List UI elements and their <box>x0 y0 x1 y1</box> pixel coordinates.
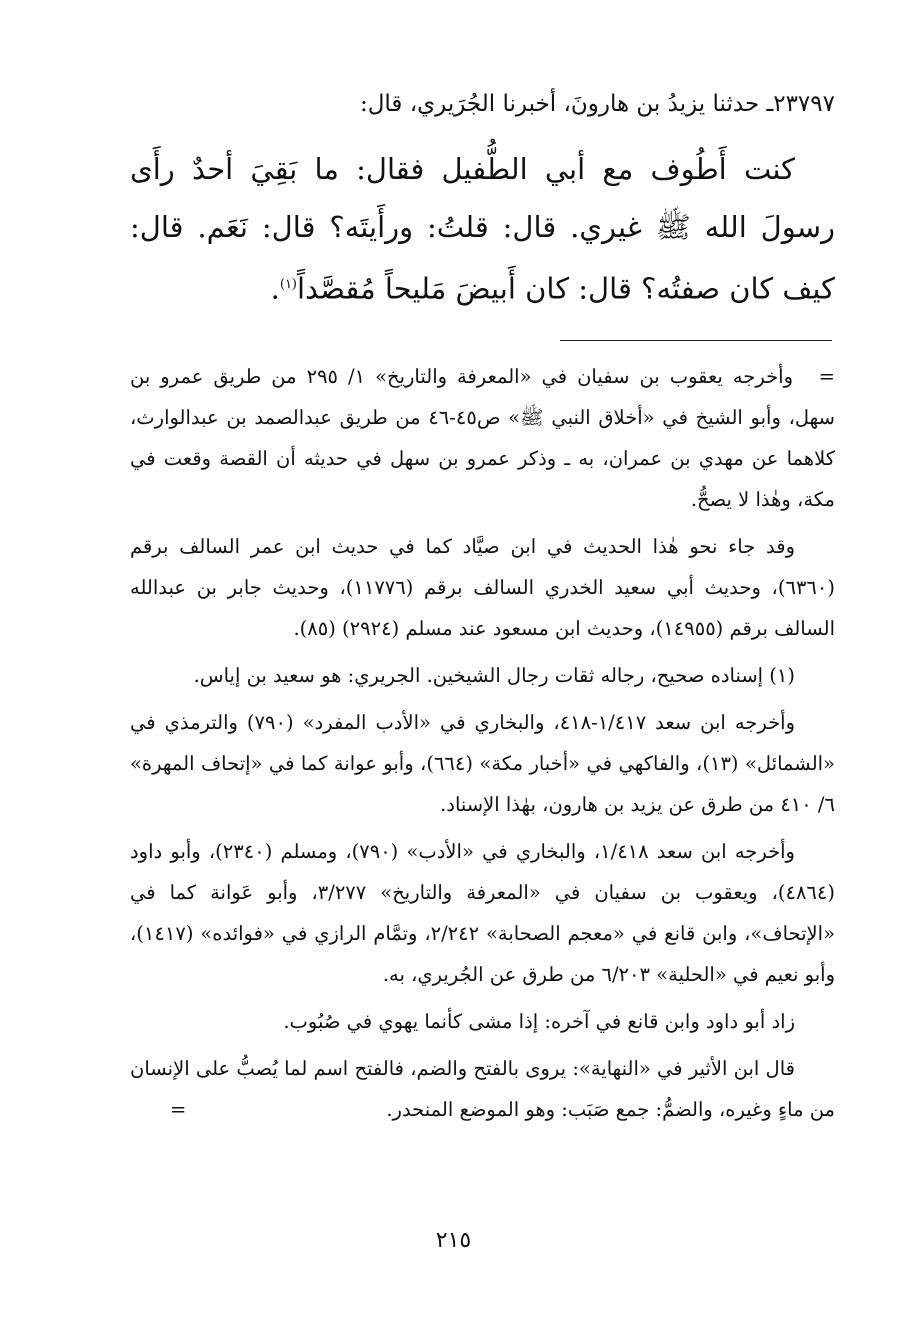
footnote-paragraph <box>130 1048 835 1130</box>
footnote-paragraph <box>130 1001 835 1042</box>
footnote-divider <box>560 340 832 341</box>
hadith-header-text: ٢٣٧٩٧ـ حدثنا يزيدُ بن هارونَ، أخبرنا الجُرَيري، قال: <box>359 91 835 117</box>
footnote-text: زاد أبو داود وابن قانع في آخره: إذا مشى كأنما يهوي في صُبُوب. <box>283 1010 795 1033</box>
footnote-ref: (١) <box>279 277 297 292</box>
footnote-text: وأخرجه ابن سعد ١/٤١٧-٤١٨، والبخاري في «الأدب المفرد» (٧٩٠) والترمذي في «الشمائل» (١٣)، والفاكهي في «أخبار مكة» (٦٦٤)، وأبو عوانة كما في «إتحاف المهرة» ٦/ ٤١٠ من طرق عن يزيد بن هارون، بهٰذا الإسناد. <box>130 711 835 816</box>
continuation-marker-start: = <box>818 365 835 388</box>
hadith-end-punct: . <box>270 271 280 306</box>
footnote-paragraph <box>130 526 835 649</box>
continuation-marker-end: = <box>170 1098 187 1121</box>
footnote-paragraph <box>130 831 835 995</box>
footnote-paragraph <box>130 655 835 696</box>
footnotes <box>130 356 835 1136</box>
footnote-paragraph <box>130 702 835 825</box>
footnote-text: وأخرجه يعقوب بن سفيان في «المعرفة والتاريخ» ١/ ٢٩٥ من طريق عمرو بن سهل، وأبو الشيخ في «أخلاق النبي ﷺ» ص٤٥-٤٦ من طريق عبدالصمد بن عبدالوارث، كلاهما عن مهدي بن عمران، به ـ وذكر عمرو بن سهل في حديثه أن القصة وقعت في مكة، وهٰذا لا يصحُّ. <box>130 365 835 511</box>
hadith-text <box>130 140 835 318</box>
page-number: ٢١٥ <box>435 1228 472 1253</box>
hadith-header <box>130 82 835 126</box>
footnote-text: قال ابن الأثير في «النهاية»: يروى بالفتح والضم، فالفتح اسم لما يُصبُّ على الإنسان من ماءٍ وغيره، والضمُّ: جمع صَبَب: وهو الموضع المنحدر. <box>130 1057 835 1121</box>
footnote-text: (١) إسناده صحيح، رجاله ثقات رجال الشيخين. الجريري: هو سعيد بن إياس. <box>193 664 795 687</box>
footnote-text: وأخرجه ابن سعد ١/٤١٨، والبخاري في «الأدب» (٧٩٠)، ومسلم (٢٣٤٠)، وأبو داود (٤٨٦٤)، ويعقوب بن سفيان في «المعرفة والتاريخ» ٣/٢٧٧، وأبو عَوانة كما في «الإتحاف»، وابن قانع في «معجم الصحابة» ٢/٢٤٢، وتمَّام الرازي في «فوائده» (١٤١٧)، وأبو نعيم في «الحلية» ٦/٢٠٣ من طرق عن الجُريري، به. <box>130 840 836 986</box>
footnote-text: وقد جاء نحو هٰذا الحديث في ابن صيَّاد كما في حديث ابن عمر السالف برقم (٦٣٦٠)، وحديث أبي سعيد الخدري السالف برقم (١١٧٧٦)، وحديث جابر بن عبدالله السالف برقم (١٤٩٥٥)، وحديث ابن مسعود عند مسلم (٢٩٢٤) (٨٥). <box>130 535 835 640</box>
footnote-paragraph <box>130 356 835 520</box>
hadith-body-text: كنت أَطُوف مع أبي الطُّفيل فقال: ما بَقِيَ أحدٌ رأَى رسولَ الله ﷺ غيري. قال: قلتُ: ورأَيتَه؟ قال: نَعَم. قال: كيف كان صفتُه؟ قال: كان أَبيضَ مَليحاً مُقصَّداً <box>130 152 835 306</box>
